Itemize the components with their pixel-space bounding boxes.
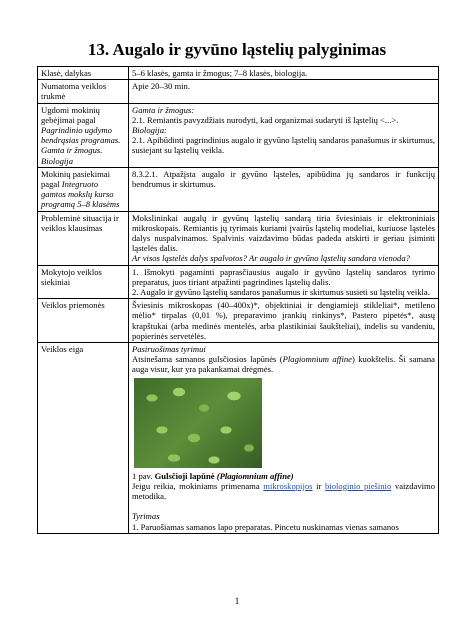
page-title: 13. Augalo ir gyvūno ląstelių palyginimas <box>87 40 387 59</box>
row-label: Mokytojo veiklos siekiniai <box>38 265 129 299</box>
figure-caption <box>132 471 435 481</box>
table-row <box>38 299 439 343</box>
caption-latin: (Plagiomnium affine) <box>216 470 294 481</box>
table-row <box>38 80 439 103</box>
microscopy-link[interactable]: mikroskopijos <box>263 480 313 491</box>
row-value <box>129 211 439 265</box>
table-row <box>38 343 439 534</box>
label-text: Ugdomi mokinių gebėjimai pagal <box>41 104 100 125</box>
row-label: Probleminė situacija ir veiklos klausimas <box>38 211 129 265</box>
row-value: Šviesinis mikroskopas (40–400x)*, objektiniai ir dengiamieji stikleliai*, metileno mėlio* tirpalas (0,01 %), preparavimo įrankių rinkinys*, Pastero pipetės*, ausų krapštukai (arba medinės mentelės, arba plastikiniai šaukšteliai), indelis su vandeniu, popierinės servetėlės. <box>129 299 439 343</box>
table-row <box>38 67 439 80</box>
row-label <box>38 167 129 211</box>
row-value <box>129 103 439 167</box>
row-label: Klasė, dalykas <box>38 67 129 80</box>
row-value: 8.3.2.1. Atpažįsta augalo ir gyvūno ląsteles, apibūdina jų sandaros ir funkcijų bendrumus ir skirtumus. <box>129 167 439 211</box>
row-label: Numatoma veiklos trukmė <box>38 80 129 103</box>
row-label: Veiklos eiga <box>38 343 129 534</box>
row-value: Apie 20–30 min. <box>129 80 439 103</box>
table-row <box>38 265 439 299</box>
row-value <box>129 343 439 534</box>
spacer <box>132 501 435 511</box>
text-span: Atsinešama samanos gulsčiosios lapūnės ( <box>132 354 283 365</box>
section-heading: Pasiruošimas tyrimui <box>132 344 206 355</box>
row-label <box>38 103 129 167</box>
goal-item: 2. Augalo ir gyvūno ląstelių sandaros panašumus ir skirtumus susieti su ląstelių veikla. <box>132 287 430 298</box>
row-value <box>129 265 439 299</box>
page-number: 1 <box>234 596 240 606</box>
problem-question: Ar visos ląstelės dalys spalvotos? Ar augalo ir gyvūno ląstelių sandara vienoda? <box>132 253 410 264</box>
text-span: ) kuokštelis. Ši samana auga visur, kur yra pakankamai drėgmės. <box>132 354 435 375</box>
goal-item: 1. Išmokyti pagaminti paprasčiausius augalo ir gyvūno ląstelių sandaros tyrimo preparatus, juos tiriant atpažinti pagrindines ląstelių dalis. <box>132 266 435 287</box>
moss-photo <box>134 378 262 468</box>
subject-heading: Gamta ir žmogus: <box>132 104 195 115</box>
lesson-table <box>37 66 439 534</box>
biological-drawing-link[interactable]: biologinio piešinio <box>325 480 392 491</box>
row-value: 5–6 klasės, gamta ir žmogus; 7–8 klasės, biologija. <box>129 67 439 80</box>
problem-text: Mokslininkai augalų ir gyvūnų ląstelių sandarą tiria šviesiniais ir elektroniniais mikroskopais. Remiantis jų tyrimais kuriami įvairūs ląstelių modeliai, kuriuose ląstelės dalys nuspalvinamos. Spalvinis vaizdavimo būdas padeda atskirti ir geriau įsiminti ląstelės dalis. <box>132 212 435 254</box>
text-span: ir <box>316 480 322 491</box>
label-text: Mokinių pasiekimai pagal <box>41 168 110 190</box>
step-text: 1. Paruošiamas samanos lapo preparatas. Pincetu nuskinamas vienas samanos <box>132 521 399 532</box>
label-italic: Integruoto gamtos mokslų kurso programą 5–8 klasėms <box>41 179 120 210</box>
label-italic: Pagrindinio ugdymo bendrąsias programas. Gamta ir žmogus. Biologija <box>41 125 121 166</box>
caption-prefix: 1 pav. <box>132 470 153 481</box>
latin-name: Plagiomnium affine <box>282 354 352 365</box>
table-row <box>38 167 439 211</box>
paragraph <box>132 354 435 374</box>
competence-text: 2.1. Apibūdinti pagrindinius augalo ir gyvūno ląstelių sandaros panašumus ir skirtumus, susiejant su ląstelių veikla. <box>132 135 435 156</box>
text-span: Jeigu reikia, mokiniams primenama <box>132 480 260 491</box>
subject-heading: Biologija: <box>132 125 167 136</box>
row-label: Veiklos priemonės <box>38 299 129 343</box>
competence-text: 2.1. Remiantis pavyzdžiais nurodyti, kad organizmai sudaryti iš ląstelių <...>. <box>132 114 399 125</box>
section-heading: Tyrimas <box>132 511 160 522</box>
table-row <box>38 103 439 167</box>
paragraph <box>132 481 435 501</box>
text-span: vaizdavimo metodika. <box>132 480 435 502</box>
table-row <box>38 211 439 265</box>
caption-title: Gulsčioji lapūnė <box>154 470 215 481</box>
